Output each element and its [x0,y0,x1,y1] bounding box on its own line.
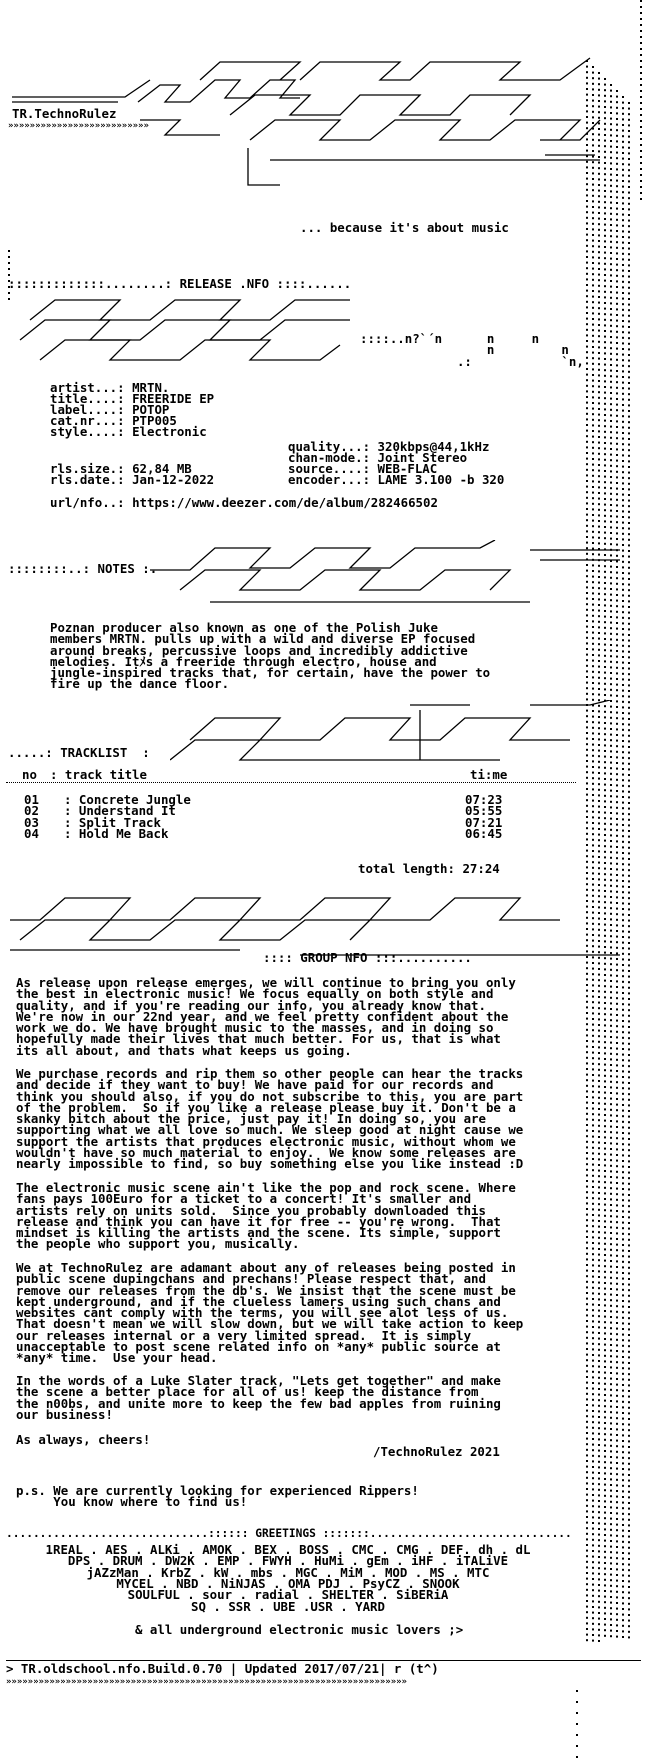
field-style: style....: Electronic [50,424,207,439]
release-nfo-label: :::::::::::::........: RELEASE .NFO ::::...... [8,276,352,291]
field-size: rls.size.: 62,84 MB [50,461,192,476]
greetings-line: MYCEL . NBD . NiNJAS . OMA PDJ . PsyCZ . SNOOK [116,1575,460,1591]
track-no: 02 [24,803,39,819]
group-paragraph-2: We purchase records and rip them so other people can hear the tracks and decide if they want to buy! We have paid for our records and think you should also, if you do not subscribe to this, you are part of the problem. So if you like a release please buy it. Don't be a skanky bitch about the price, just pay it! In doing so, you are supporting what we all love so much. We sleep good at night cause we support the artists that produces electronic music, without whom we wouldn't have so much material to enjoy. We know some releases are nearly impossible to find, so buy something else you like instead :D [16,1066,524,1172]
label-value: POTOP [132,402,170,417]
release-url-link[interactable]: https://www.deezer.com/de/album/282466502 [132,495,438,510]
ps-line-2: You know where to find us! [16,1494,248,1509]
group-paragraph-6: As always, cheers! [16,1432,151,1447]
notes-text: Poznan producer also known as one of the Polish Juke members MRTN. pulls up with a wild and diverse EP focused around breaks, percussive loops and incredibly addictive melodies. Itﾒs a freeride through electro, house and jungle-inspired tracks that, for certain, have the power to fire up the dance floor. [50,620,491,692]
greetings-line: SOULFUL . sour . radial . SHELTER . SiBERiA [127,1587,449,1603]
track-no: 01 [24,792,39,807]
track-no: 03 [24,814,39,830]
style-value: Electronic [132,424,207,439]
field-title: title....: FREERIDE EP [50,391,215,406]
footer-arrows: »»»»»»»»»»»»»»»»»»»»»»»»»»»»»»»»»»»»»»»»»»»»»»»»»»»»»»»»»»»»»»»»»»»»»»»»»» [6,1677,407,1687]
track-time: 05:55 [465,803,503,819]
col-time: ti:me [470,767,508,782]
total-length: total length: 27:24 [358,861,500,876]
group-nfo-label: :::: GROUP NFO :::.......... [263,950,472,965]
notes-label: ::::::::..: NOTES :. [8,561,158,576]
header-arrows: »»»»»»»»»»»»»»»»»»»»»»»»»» [8,121,149,131]
track-title: : Split Track [64,814,161,830]
footer-build: > TR.oldschool.nfo.Build.0.70 | Updated 2017/07/21| r (t^) [6,1661,439,1676]
field-date: rls.date.: Jan-12-2022 [50,472,215,487]
release-deco: ::::..n?`´n n n n n .: `n, [360,331,584,369]
group-logo [0,880,620,960]
total-length-value: 27:24 [462,861,500,876]
ps-line-1: p.s. We are currently looking for experienced Rippers! [16,1483,419,1498]
track-time: 07:21 [465,814,503,830]
field-url[interactable]: url/nfo..: https://www.deezer.com/de/album/282466502 [50,495,438,510]
greetings-label: ..............................:::::: GREETINGS :::::::.............................. [6,1527,572,1540]
greetings-line: SQ . SSR . UBE .USR . YARD [191,1598,385,1614]
track-time: 06:45 [465,825,503,841]
field-chanmode: chan-mode.: Joint Stereo [288,450,468,465]
catnr-value: PTP005 [132,413,177,428]
field-quality: quality...: 320kbps@44,1kHz [288,439,490,454]
artist-value: MRTN. [132,380,170,395]
tagline: ... because it's about music [300,220,509,235]
group-tag: TR.TechnoRulez [12,106,117,121]
field-artist: artist...: MRTN. [50,380,170,395]
greetings-line: 1REAL . AES . ALKi . AMOK . BEX . BOSS . CMC . CMG . DEF. dh . dL [45,1542,531,1557]
title-value: FREERIDE EP [132,391,215,406]
tracklist-label: .....: TRACKLIST : [8,745,150,760]
field-catnr: cat.nr...: PTP005 [50,413,177,428]
group-paragraph-5: In the words of a Luke Slater track, "Lets get together" and make the scene a better place for all of us! keep the distance from the n00bs, and unite more to keep the few bad apples from ruining our business! [16,1373,501,1422]
field-encoder: encoder...: LAME 3.100 -b 320 [288,472,505,487]
group-paragraph-3: The electronic music scene ain't like the pop and rock scene. Where fans pays 100Euro for a ticket to a concert! It's smaller and artists rely on units sold. Since you probably downloaded this release and think you can have it for free -- you're wrong. That mindset is killing the artists and the scene. Its simple, support the people who support you, musically. [16,1180,516,1252]
greetings-closing: & all underground electronic music lovers ;> [135,1622,464,1637]
tracklist-rule [6,782,576,783]
track-title: : Understand It [64,803,176,819]
tracklist-logo [170,700,620,770]
greetings-line: DPS . DRUM . DW2K . EMP . FWYH . HuMi . gEm . iHF . iTALiVE [67,1553,509,1569]
field-label: label....: POTOP [50,402,170,417]
track-no: 04 [24,825,39,841]
group-paragraph-1: As release upon release emerges, we will continue to bring you only the best in electronic music! We focus equally on both style and quality, and if you're reading our info, you already know that. We're now in our 22nd year, and we feel pretty confident about the work we do. We have brought music to the masses, and in doing so hopefully made their lives that much better. For us, that is what its all about, and thats what keeps us going. [16,975,516,1058]
track-time: 07:23 [465,792,503,807]
col-no: no [22,767,37,782]
track-title: : Concrete Jungle [64,792,191,807]
greetings-line: jAZzMan . KrbZ . kW . mbs . MGC . MiM . MOD . MS . MTC [86,1564,490,1580]
field-source: source....: WEB-FLAC [288,461,438,476]
col-title: : track title [50,767,147,782]
track-title: : Hold Me Back [64,825,169,841]
notes-logo [150,540,620,610]
group-signature: /TechnoRulez 2021 [373,1444,500,1459]
group-paragraph-4: We at TechnoRulez are adamant about any of releases being posted in public scene dupingchans and prechans! Please respect that, and remove our releases from the db's. We insist that the scene must be kept underground, and if the clueless lamers using such chans and websites cant comply with the terms, you will see alot less of us. That doesn't mean we will slow down, but we will take action to keep our releases internal or a very limited spread. It is simply unacceptable to post scene related info on *any* public source at *any* time. Use your head. [16,1260,524,1366]
